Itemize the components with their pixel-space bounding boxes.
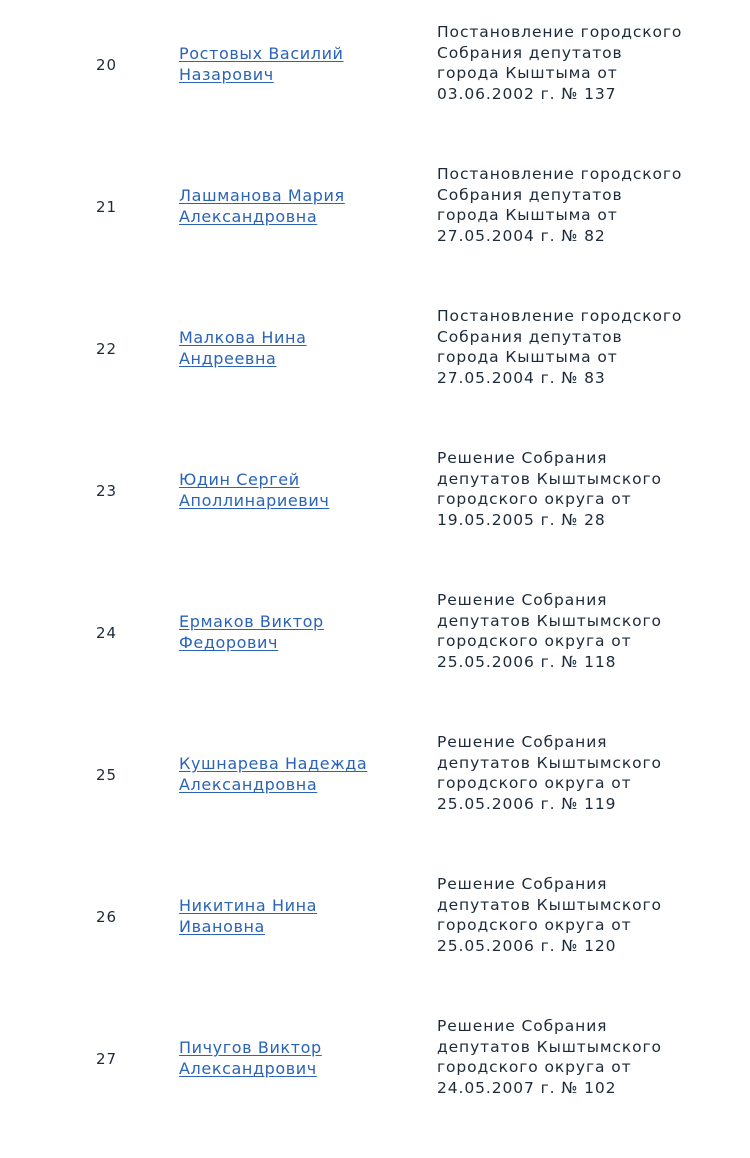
person-name-line: Аполлинариевич xyxy=(179,491,330,510)
decision-line: Собрания депутатов xyxy=(437,43,623,62)
decision-line: депутатов Кыштымского xyxy=(437,469,662,488)
row-number: 27 xyxy=(96,1050,118,1068)
decision-line: Решение Собрания xyxy=(437,449,608,467)
decision-line: Решение Собрания xyxy=(437,875,608,893)
decision-line: 25.05.2006 г. № 118 xyxy=(437,653,617,672)
decision-line: 03.06.2002 г. № 137 xyxy=(437,85,617,104)
decision-line: 25.05.2006 г. № 119 xyxy=(437,795,617,814)
person-name-line: Андреевна xyxy=(179,349,277,368)
table-row xyxy=(0,22,750,164)
person-name-line: Назарович xyxy=(179,65,274,84)
decision-line: депутатов Кыштымского xyxy=(437,753,662,772)
person-name-link[interactable] xyxy=(179,1037,419,1079)
decision-line: города Кыштыма от xyxy=(437,64,618,83)
row-number: 25 xyxy=(96,766,118,784)
decision-line: 24.05.2007 г. № 102 xyxy=(437,1079,617,1098)
decision-line: Собрания депутатов xyxy=(437,185,623,204)
decision-line: городского округа от xyxy=(437,774,632,793)
decision-document xyxy=(437,448,737,531)
row-number: 21 xyxy=(96,198,118,216)
decision-line: Постановление городского xyxy=(437,307,683,325)
person-name-line: Юдин Сергей xyxy=(179,470,300,489)
person-name-link[interactable] xyxy=(179,469,419,511)
decision-document xyxy=(437,1016,737,1099)
row-number: 23 xyxy=(96,482,118,500)
decision-document xyxy=(437,590,737,673)
decision-line: 25.05.2006 г. № 120 xyxy=(437,937,617,956)
decision-document xyxy=(437,306,737,389)
row-number: 24 xyxy=(96,624,118,642)
person-name-line: Александрович xyxy=(179,1059,317,1078)
person-name-link[interactable] xyxy=(179,185,419,227)
person-name xyxy=(179,611,419,653)
row-number: 22 xyxy=(96,340,118,358)
decision-line: Собрания депутатов xyxy=(437,327,623,346)
person-name-line: Александровна xyxy=(179,775,318,794)
person-name xyxy=(179,469,419,511)
person-name xyxy=(179,753,419,795)
person-name-line: Александровна xyxy=(179,207,318,226)
table-row xyxy=(0,164,750,306)
decision-line: города Кыштыма от xyxy=(437,348,618,367)
table-row xyxy=(0,874,750,1016)
decision-line: депутатов Кыштымского xyxy=(437,895,662,914)
decision-line: городского округа от xyxy=(437,490,632,509)
decision-document xyxy=(437,22,737,105)
decision-line: 19.05.2005 г. № 28 xyxy=(437,511,606,530)
person-name-link[interactable] xyxy=(179,895,419,937)
person-name-line: Никитина Нина xyxy=(179,896,318,915)
table-row xyxy=(0,448,750,590)
decision-line: Решение Собрания xyxy=(437,1017,608,1035)
table-row xyxy=(0,732,750,874)
person-name-link[interactable] xyxy=(179,327,419,369)
person-name-link[interactable] xyxy=(179,753,419,795)
person-name-line: Федорович xyxy=(179,633,279,652)
decision-document xyxy=(437,874,737,957)
person-name xyxy=(179,43,419,85)
person-name-line: Кушнарева Надежда xyxy=(179,754,368,773)
decision-line: городского округа от xyxy=(437,1058,632,1077)
person-name xyxy=(179,327,419,369)
decision-line: Решение Собрания xyxy=(437,733,608,751)
decision-line: городского округа от xyxy=(437,632,632,651)
decision-line: 27.05.2004 г. № 83 xyxy=(437,369,606,388)
person-name-line: Пичугов Виктор xyxy=(179,1038,322,1057)
person-name xyxy=(179,1037,419,1079)
person-name xyxy=(179,185,419,227)
decision-document xyxy=(437,164,737,247)
decision-line: городского округа от xyxy=(437,916,632,935)
person-name-link[interactable] xyxy=(179,43,419,85)
person-name-line: Малкова Нина xyxy=(179,328,307,347)
decision-document xyxy=(437,732,737,815)
row-number: 26 xyxy=(96,908,118,926)
decision-line: депутатов Кыштымского xyxy=(437,611,662,630)
decision-line: депутатов Кыштымского xyxy=(437,1037,662,1056)
decision-line: 27.05.2004 г. № 82 xyxy=(437,227,606,246)
person-name xyxy=(179,895,419,937)
person-name-link[interactable] xyxy=(179,611,419,653)
row-number: 20 xyxy=(96,56,118,74)
decision-line: Постановление городского xyxy=(437,165,683,183)
decision-line: города Кыштыма от xyxy=(437,206,618,225)
table-row xyxy=(0,590,750,732)
table-row xyxy=(0,306,750,448)
person-name-line: Ивановна xyxy=(179,917,265,936)
person-name-line: Ростовых Василий xyxy=(179,44,344,63)
table-row xyxy=(0,1016,750,1158)
person-name-line: Лашманова Мария xyxy=(179,186,345,205)
person-name-line: Ермаков Виктор xyxy=(179,612,324,631)
decision-line: Постановление городского xyxy=(437,23,683,41)
decision-line: Решение Собрания xyxy=(437,591,608,609)
